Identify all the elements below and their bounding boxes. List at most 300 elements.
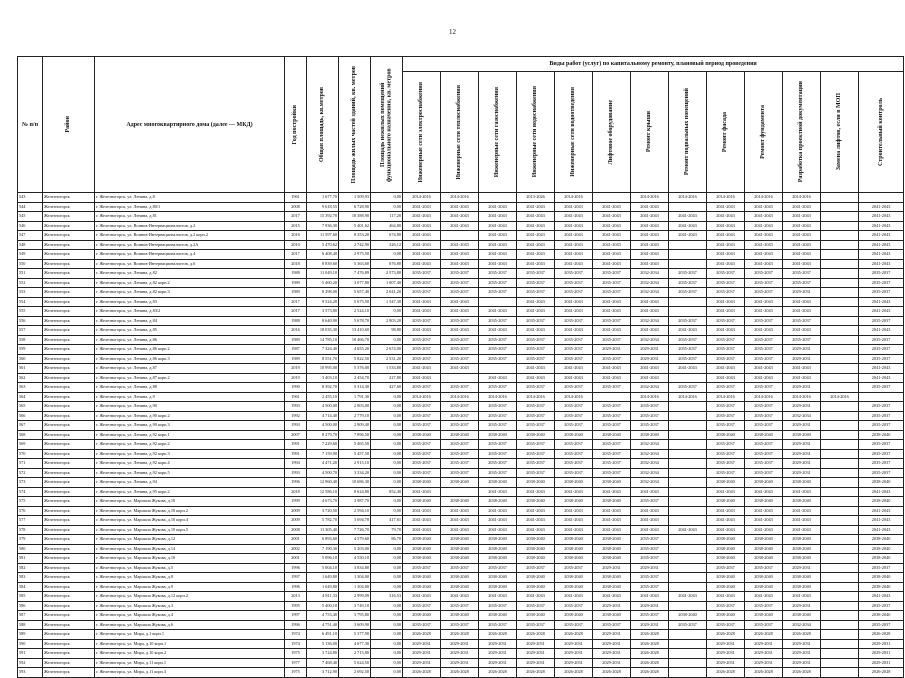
table-cell: 2041-2043	[745, 221, 783, 231]
table-cell: г. Железногорск, ул. Воинов-Интернационалистов, д.2 корп.2	[95, 231, 285, 241]
table-cell	[821, 411, 859, 421]
table-cell: 2041-2043	[783, 297, 821, 307]
table-cell: 10 388,90	[339, 212, 371, 222]
table-cell: 2041-2043	[707, 202, 745, 212]
table-cell: 2041-2043	[783, 592, 821, 602]
table-cell: 2026-2028	[441, 630, 479, 640]
table-cell: 2035-2037	[859, 402, 904, 412]
table-cell: 2029-2031	[593, 601, 631, 611]
table-cell: 557	[18, 326, 43, 336]
table-cell: 2041-2043	[707, 326, 745, 336]
table-cell: 2026-2028	[631, 639, 669, 649]
table-cell: 2041-2043	[403, 506, 441, 516]
table-cell: 2038-2040	[783, 497, 821, 507]
table-cell: 2041-2043	[555, 212, 593, 222]
table-cell: 2035-2037	[479, 402, 517, 412]
table-cell: 2035-2037	[631, 582, 669, 592]
table-cell: 2 779,10	[339, 411, 371, 421]
table-cell: 2026-2028	[517, 630, 555, 640]
table-cell: 2041-2043	[631, 487, 669, 497]
table-cell: 2041-2043	[707, 231, 745, 241]
table-cell: 2041-2043	[783, 326, 821, 336]
table-cell: 2041-2043	[859, 487, 904, 497]
table-cell: 2041-2043	[783, 364, 821, 374]
table-cell: 2026-2028	[631, 658, 669, 668]
table-cell: 2041-2043	[441, 212, 479, 222]
table-cell: 2035-2037	[745, 563, 783, 573]
table-cell: 2041-2043	[859, 307, 904, 317]
table-cell: 5 004,10	[307, 563, 339, 573]
table-cell: 2041-2043	[745, 487, 783, 497]
table-cell: 2038-2040	[707, 535, 745, 545]
table-cell: Железногорск	[43, 364, 95, 374]
table-cell: 2035-2037	[669, 316, 707, 326]
table-cell: 578	[18, 525, 43, 535]
table-cell: 2038-2040	[593, 554, 631, 564]
table-cell: 2038-2040	[745, 430, 783, 440]
table-cell: г. Железногорск, ул. Ленина, д.86	[95, 335, 285, 345]
header-work-1: Инженерные сети электроснабжения	[403, 72, 441, 193]
table-cell: 2035-2037	[707, 288, 745, 298]
table-cell: 2026-2028	[479, 630, 517, 640]
table-cell: 2029-2031	[631, 345, 669, 355]
table-cell: 2035-2037	[517, 269, 555, 279]
table-cell: 2029-2031	[707, 639, 745, 649]
table-cell: 2014-2016	[517, 392, 555, 402]
table-cell	[821, 649, 859, 659]
table-cell: 2014-2016	[555, 392, 593, 402]
table-row	[18, 592, 904, 602]
table-cell: 0,00	[371, 449, 403, 459]
table-cell: 5 457,50	[339, 449, 371, 459]
table-cell: 2038-2040	[707, 573, 745, 583]
table-cell: 2041-2043	[859, 364, 904, 374]
table-cell: 2041-2043	[783, 231, 821, 241]
table-cell: 2041-2043	[593, 373, 631, 383]
table-cell: 2035-2037	[859, 563, 904, 573]
table-cell: 4 673,70	[307, 497, 339, 507]
table-cell: г. Железногорск, ул. Ленина, д.84	[95, 316, 285, 326]
table-cell: 2035-2037	[707, 345, 745, 355]
table-cell: 2 594,10	[339, 506, 371, 516]
table-cell: 2035-2037	[859, 601, 904, 611]
table-cell: 2 641,20	[371, 288, 403, 298]
table-cell: 2029-2031	[593, 563, 631, 573]
table-cell: 4 500,70	[307, 468, 339, 478]
repair-schedule-table	[17, 56, 904, 678]
table-cell: 2038-2040	[555, 582, 593, 592]
table-cell: 582	[18, 563, 43, 573]
table-cell: 543	[18, 193, 43, 203]
table-cell: 674,80	[371, 231, 403, 241]
table-cell: 2041-2043	[859, 373, 904, 383]
table-cell: 2014-2016	[631, 392, 669, 402]
table-cell: 2026-2028	[707, 630, 745, 640]
table-cell: 558	[18, 335, 43, 345]
table-cell: 2041-2043	[631, 307, 669, 317]
table-cell: 2041-2043	[555, 525, 593, 535]
table-cell: 3 795,80	[339, 611, 371, 621]
table-cell: 2 524,10	[339, 307, 371, 317]
table-cell: 552	[18, 278, 43, 288]
table-cell: 2035-2037	[517, 316, 555, 326]
table-cell: 2014-2016	[631, 193, 669, 203]
table-cell: 568	[18, 430, 43, 440]
table-cell: 2038-2040	[555, 478, 593, 488]
table-cell: 2035-2037	[441, 411, 479, 421]
table-cell: 2041-2043	[517, 259, 555, 269]
table-cell: г. Железногорск, ул. Ленина, д.82 корп.3	[95, 288, 285, 298]
table-cell: 2041-2043	[593, 516, 631, 526]
header-living-area: Площадь жилых частей зданий, кв. метров	[339, 57, 371, 193]
table-cell	[669, 658, 707, 668]
table-cell: 2041-2043	[707, 592, 745, 602]
table-cell: 0,00	[371, 658, 403, 668]
table-cell: 2035-2037	[745, 383, 783, 393]
table-cell: 546	[18, 221, 43, 231]
table-cell: 2035-2037	[745, 459, 783, 469]
table-cell: г. Железногорск, ул. Мира, д.10 корп.2	[95, 649, 285, 659]
table-row	[18, 554, 904, 564]
table-cell	[669, 582, 707, 592]
table-cell: 4 471,20	[307, 459, 339, 469]
table-cell: 2041-2043	[783, 506, 821, 516]
table-cell: 2038-2040	[441, 573, 479, 583]
table-cell: 2029-2031	[745, 639, 783, 649]
table-cell: 2035-2037	[441, 402, 479, 412]
header-work-7: Ремонт крыши	[631, 72, 669, 193]
table-cell: 2038-2040	[593, 478, 631, 488]
table-cell	[669, 516, 707, 526]
table-cell: 2038-2040	[745, 544, 783, 554]
table-cell: 2029-2031	[783, 468, 821, 478]
table-cell	[821, 383, 859, 393]
table-cell: 2041-2043	[517, 326, 555, 336]
table-row	[18, 278, 904, 288]
table-cell: 2032-2034	[631, 335, 669, 345]
table-cell: 2029-2031	[859, 658, 904, 668]
table-cell: 2035-2037	[441, 468, 479, 478]
table-cell: 2041-2043	[707, 516, 745, 526]
table-cell: г. Железногорск, ул. Ленина, д.83	[95, 297, 285, 307]
table-cell: г. Железногорск, ул. Ленина, д.95 корп.2	[95, 487, 285, 497]
table-cell: 2041-2043	[593, 487, 631, 497]
table-cell: 554	[18, 297, 43, 307]
table-cell: 2041-2043	[517, 516, 555, 526]
table-cell: 5 376,00	[339, 364, 371, 374]
table-cell: 117,20	[371, 212, 403, 222]
header-work-8: Ремонт подвальных помещений	[669, 72, 707, 193]
table-cell: 2041-2043	[707, 506, 745, 516]
table-cell: Железногорск	[43, 288, 95, 298]
table-cell: Железногорск	[43, 497, 95, 507]
table-cell: 4 811,33	[307, 592, 339, 602]
table-cell: 8 392,70	[307, 383, 339, 393]
table-cell: 2035-2037	[745, 601, 783, 611]
table-cell: 2035-2037	[631, 611, 669, 621]
table-cell: 1991	[285, 449, 307, 459]
table-cell: Железногорск	[43, 658, 95, 668]
table-cell: 2035-2037	[517, 278, 555, 288]
table-cell: 1996	[285, 478, 307, 488]
table-cell: 2035-2037	[517, 563, 555, 573]
table-cell: 2029-2031	[631, 354, 669, 364]
table-cell: г. Железногорск, ул. Ленина, д.87 корп.2	[95, 373, 285, 383]
table-cell: 2035-2037	[403, 383, 441, 393]
table-cell: 2041-2043	[555, 297, 593, 307]
table-cell: Железногорск	[43, 563, 95, 573]
table-cell: 2029-2031	[593, 658, 631, 668]
table-cell: 2041-2043	[593, 240, 631, 250]
table-cell: 2026-2028	[403, 668, 441, 678]
table-row	[18, 193, 904, 203]
table-cell	[821, 601, 859, 611]
table-cell: 2041-2043	[441, 364, 479, 374]
table-cell: 2029-2031	[555, 658, 593, 668]
table-cell: 2029-2031	[859, 639, 904, 649]
table-cell: 2035-2037	[555, 440, 593, 450]
table-cell	[821, 639, 859, 649]
table-cell: 326,12	[371, 240, 403, 250]
table-cell: 2029-2031	[745, 649, 783, 659]
table-cell: 2008	[285, 202, 307, 212]
table-cell: Железногорск	[43, 392, 95, 402]
table-cell: 2038-2040	[555, 544, 593, 554]
table-row	[18, 506, 904, 516]
table-cell: 2038-2040	[707, 497, 745, 507]
table-cell: 2032-2034	[631, 440, 669, 450]
table-cell: 1996	[285, 620, 307, 630]
table-cell: 2041-2043	[441, 250, 479, 260]
table-cell: 2026-2028	[783, 668, 821, 678]
table-cell	[821, 430, 859, 440]
table-cell: 2041-2043	[555, 259, 593, 269]
table-cell: 5 314,30	[339, 383, 371, 393]
table-cell: 2038-2040	[555, 573, 593, 583]
table-cell: 2029-2031	[631, 601, 669, 611]
table-cell: 2041-2043	[631, 592, 669, 602]
table-cell: 2041-2043	[745, 373, 783, 383]
table-cell: 2 742,90	[339, 240, 371, 250]
table-cell: 2041-2043	[441, 240, 479, 250]
table-row	[18, 345, 904, 355]
table-cell	[821, 345, 859, 355]
table-cell: Железногорск	[43, 411, 95, 421]
table-cell: 2041-2043	[479, 516, 517, 526]
table-cell: 2041-2043	[631, 364, 669, 374]
table-cell: 1995	[285, 601, 307, 611]
table-cell: 2035-2037	[403, 354, 441, 364]
table-cell: 1997	[285, 573, 307, 583]
table-cell	[821, 620, 859, 630]
table-cell: 2035-2037	[631, 411, 669, 421]
table-cell: 2041-2043	[859, 297, 904, 307]
table-cell: 3 712,90	[307, 668, 339, 678]
table-cell: 2041-2043	[707, 364, 745, 374]
table-cell: 0,00	[371, 411, 403, 421]
table-cell: 2041-2043	[555, 506, 593, 516]
table-cell: 0,00	[371, 250, 403, 260]
table-cell: 2041-2043	[783, 259, 821, 269]
table-cell: 3 724,80	[307, 649, 339, 659]
table-cell: 2032-2034	[783, 411, 821, 421]
table-cell: 2041-2043	[403, 307, 441, 317]
table-cell: г. Железногорск, ул. Ленина, д.82	[95, 269, 285, 279]
table-cell: 1 304,00	[339, 582, 371, 592]
table-cell: 4 500,00	[307, 421, 339, 431]
table-cell: 2035-2037	[631, 421, 669, 431]
table-cell	[669, 430, 707, 440]
table-cell: 589	[18, 630, 43, 640]
table-cell: Железногорск	[43, 440, 95, 450]
table-cell: 8 839,60	[307, 259, 339, 269]
table-cell: 2038-2040	[479, 497, 517, 507]
table-row	[18, 516, 904, 526]
table-cell: 2038-2040	[707, 478, 745, 488]
table-cell: 2029-2031	[403, 658, 441, 668]
table-cell: 7 896,50	[339, 430, 371, 440]
table-cell: 2041-2043	[783, 307, 821, 317]
table-cell	[669, 639, 707, 649]
table-cell: 2041-2043	[441, 221, 479, 231]
table-cell: 6 408,40	[307, 250, 339, 260]
table-cell: 1974	[285, 630, 307, 640]
table-cell: 2041-2043	[479, 240, 517, 250]
table-row	[18, 402, 904, 412]
table-cell: 2041-2043	[631, 297, 669, 307]
table-cell: 2041-2043	[593, 231, 631, 241]
table-cell: 2029-2031	[783, 459, 821, 469]
header-work-2: Инженерные сети теплоснабжения	[441, 72, 479, 193]
table-cell: Железногорск	[43, 345, 95, 355]
table-cell: 548	[18, 240, 43, 250]
table-cell: 2014-2016	[821, 392, 859, 402]
table-cell: 0,00	[371, 649, 403, 659]
table-cell: 2041-2043	[707, 221, 745, 231]
table-cell	[821, 525, 859, 535]
table-cell: 2035-2037	[479, 411, 517, 421]
table-cell: 2041-2043	[555, 250, 593, 260]
table-cell: 2041-2043	[745, 525, 783, 535]
table-cell: 2041-2043	[745, 250, 783, 260]
table-cell: 2041-2043	[403, 221, 441, 231]
table-row	[18, 373, 904, 383]
table-cell: 2035-2037	[707, 601, 745, 611]
table-cell: 2041-2043	[403, 525, 441, 535]
table-cell	[821, 516, 859, 526]
table-cell	[821, 573, 859, 583]
table-cell: 2035-2037	[593, 402, 631, 412]
table-cell: 2041-2043	[403, 259, 441, 269]
table-cell	[821, 212, 859, 222]
table-cell: 2 803,00	[339, 402, 371, 412]
table-cell: 0,00	[371, 601, 403, 611]
table-cell: 2035-2037	[555, 601, 593, 611]
table-cell: 572	[18, 468, 43, 478]
table-cell: 2035-2037	[593, 468, 631, 478]
table-cell: 2041-2043	[783, 202, 821, 212]
table-cell: 2041-2043	[555, 373, 593, 383]
table-cell: г. Железногорск, ул. Маршала Жукова, д.10	[95, 497, 285, 507]
table-cell: 2035-2037	[745, 468, 783, 478]
table-cell: 2038-2040	[783, 535, 821, 545]
table-cell: 2029-2031	[783, 288, 821, 298]
table-cell: 2035-2037	[517, 354, 555, 364]
table-cell: 2035-2037	[479, 563, 517, 573]
table-cell: 2038-2040	[403, 430, 441, 440]
table-cell: 2014-2016	[479, 392, 517, 402]
table-cell: 592	[18, 658, 43, 668]
table-cell	[821, 269, 859, 279]
table-row	[18, 620, 904, 630]
table-cell: 2041-2043	[745, 202, 783, 212]
table-cell	[669, 497, 707, 507]
table-cell: 2035-2037	[593, 269, 631, 279]
table-cell: 2041-2043	[555, 231, 593, 241]
table-cell: 2038-2040	[403, 544, 441, 554]
table-cell: 2041-2043	[631, 506, 669, 516]
table-cell: 2035-2037	[707, 620, 745, 630]
table-cell: Железногорск	[43, 335, 95, 345]
table-cell: 567	[18, 421, 43, 431]
table-cell: 7 468,40	[307, 658, 339, 668]
table-cell: 2038-2040	[783, 478, 821, 488]
table-cell: 2035-2037	[403, 269, 441, 279]
table-cell: 2001	[285, 554, 307, 564]
table-cell: 3 834,80	[339, 563, 371, 573]
table-cell	[821, 582, 859, 592]
table-cell: 2035-2037	[745, 449, 783, 459]
table-cell: г. Железногорск, ул. Мира, д.10 корп.1	[95, 639, 285, 649]
table-cell	[859, 392, 904, 402]
table-cell: 550	[18, 259, 43, 269]
table-cell: 2035-2037	[707, 563, 745, 573]
table-cell: 2038-2040	[479, 573, 517, 583]
table-cell: 2038-2040	[441, 554, 479, 564]
table-cell: 0,00	[371, 611, 403, 621]
table-cell: 5 657,40	[339, 288, 371, 298]
table-cell: 2035-2037	[745, 620, 783, 630]
table-cell: г. Железногорск, ул. Воинов-Интернационалистов, д.2	[95, 221, 285, 231]
table-cell: 2035-2037	[403, 601, 441, 611]
table-cell: Железногорск	[43, 516, 95, 526]
table-cell: 2035-2037	[441, 316, 479, 326]
table-cell: 6 893,60	[307, 535, 339, 545]
table-cell: 2026-2028	[707, 668, 745, 678]
table-cell: 2029-2031	[517, 639, 555, 649]
table-cell: 2041-2043	[783, 240, 821, 250]
header-work-12: Замена лифтов, если в МОП	[821, 72, 859, 193]
table-cell: 0,00	[371, 307, 403, 317]
table-cell: 2029-2031	[707, 649, 745, 659]
table-cell: 2038-2040	[403, 554, 441, 564]
table-cell: 2038-2040	[403, 573, 441, 583]
table-row	[18, 601, 904, 611]
table-cell: 2041-2043	[593, 221, 631, 231]
table-cell: 2035-2037	[555, 383, 593, 393]
table-cell: 2035-2037	[707, 411, 745, 421]
table-cell: 2035-2037	[859, 421, 904, 431]
table-row	[18, 487, 904, 497]
table-cell: 2029-2031	[517, 649, 555, 659]
table-row	[18, 421, 904, 431]
table-cell: 2035-2037	[707, 402, 745, 412]
table-cell	[821, 544, 859, 554]
table-cell: 2038-2040	[707, 430, 745, 440]
table-cell	[821, 326, 859, 336]
table-cell: 2026-2028	[745, 668, 783, 678]
table-cell: Железногорск	[43, 535, 95, 545]
